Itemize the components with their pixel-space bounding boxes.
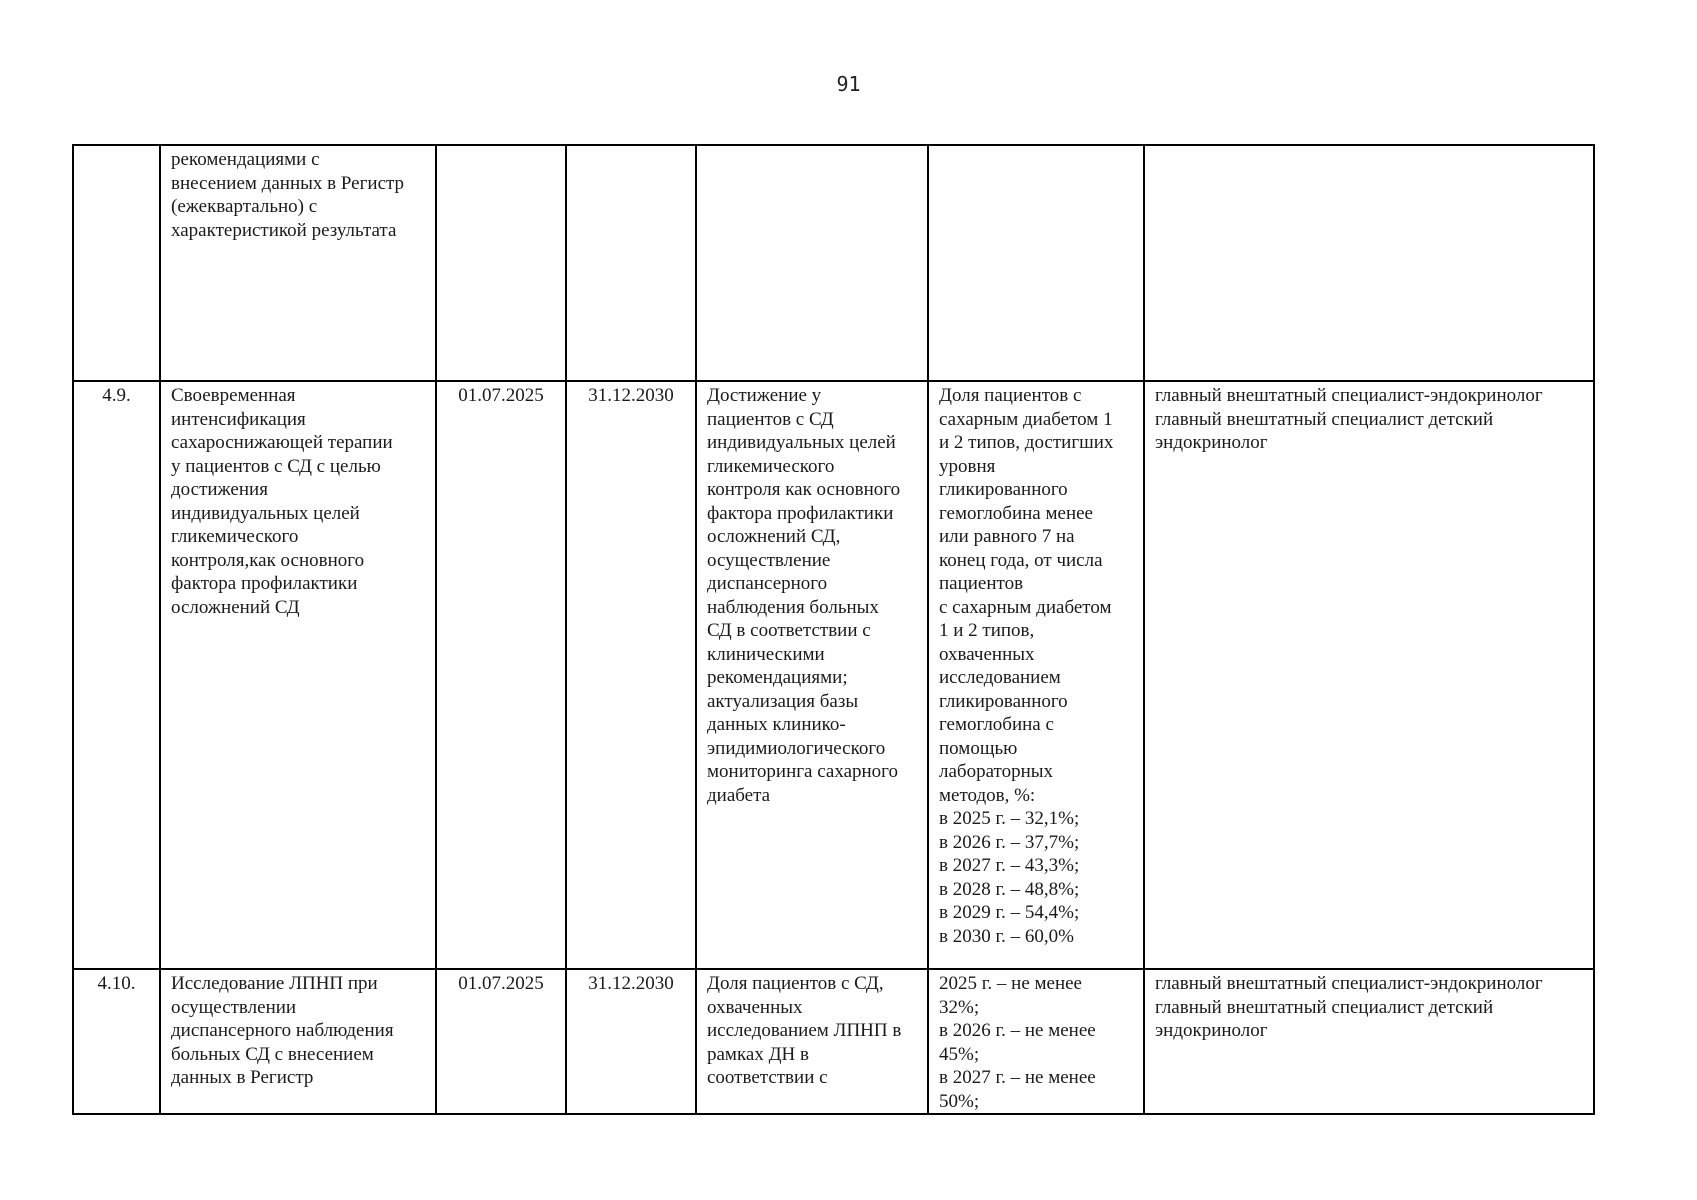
end-date-cell bbox=[566, 145, 696, 381]
indicator-line: 32%; bbox=[939, 996, 980, 1018]
result-line: мониторинга сахарного bbox=[707, 761, 898, 782]
responsible-line: эндокринолог bbox=[1155, 1020, 1268, 1041]
result-line: контроля как основного bbox=[707, 479, 901, 500]
result-line: данных клинико- bbox=[707, 714, 846, 735]
end-text: 31.12.2030 bbox=[588, 973, 674, 994]
indicator-line: в 2028 г. – 48,8%; bbox=[939, 878, 1080, 900]
start-date-cell bbox=[436, 145, 566, 381]
indicator-line: гемоглобина с bbox=[939, 714, 1054, 735]
event-line: фактора профилактики bbox=[171, 573, 358, 594]
result-line: соответствии с bbox=[707, 1067, 828, 1088]
end-text: 31.12.2030 bbox=[588, 385, 674, 406]
responsible-line: главный внештатный специалист детский bbox=[1155, 996, 1494, 1018]
result-line: фактора профилактики bbox=[707, 502, 894, 524]
event-cell bbox=[160, 381, 436, 969]
event-line: осуществлении bbox=[171, 996, 297, 1018]
responsible-cell bbox=[1144, 381, 1594, 969]
indicator-line: с сахарным диабетом bbox=[939, 596, 1112, 618]
result-line: клиническими bbox=[707, 643, 825, 665]
indicator-line: 2025 г. – не менее bbox=[939, 973, 1082, 994]
result-line: Доля пациентов с СД, bbox=[707, 973, 884, 994]
responsible-cell bbox=[1144, 969, 1594, 1114]
indicator-cell bbox=[928, 969, 1144, 1114]
indicator-line: в 2026 г. – не менее bbox=[939, 1020, 1096, 1041]
event-line: сахароснижающей терапии bbox=[171, 432, 393, 453]
event-line: достижения bbox=[171, 479, 268, 500]
table-row bbox=[73, 969, 1594, 1114]
event-line: Своевременная bbox=[171, 385, 296, 406]
end-date-cell bbox=[566, 969, 696, 1114]
row-number-cell bbox=[73, 381, 160, 969]
indicator-line: и 2 типов, достигших bbox=[939, 432, 1114, 453]
indicator-line: конец года, от числа bbox=[939, 549, 1103, 571]
row-number-cell bbox=[73, 145, 160, 381]
indicator-line: в 2030 г. – 60,0% bbox=[939, 925, 1074, 947]
indicator-line: гликированного bbox=[939, 690, 1068, 712]
event-line: данных в Регистр bbox=[171, 1067, 314, 1088]
start-date-cell bbox=[436, 381, 566, 969]
responsible-cell bbox=[1144, 145, 1594, 381]
indicator-line: 50%; bbox=[939, 1090, 980, 1112]
event-cell bbox=[160, 145, 436, 381]
row-number-cell bbox=[73, 969, 160, 1114]
event-line: внесением данных в Регистр bbox=[171, 172, 405, 194]
result-cell bbox=[696, 969, 928, 1114]
event-line: интенсификация bbox=[171, 408, 306, 430]
indicator-line: уровня bbox=[939, 455, 996, 477]
number-text: 4.9. bbox=[102, 385, 131, 406]
table-row bbox=[73, 145, 1594, 381]
indicator-line: пациентов bbox=[939, 573, 1024, 594]
result-line: СД в соответствии с bbox=[707, 620, 871, 641]
indicator-line: исследованием bbox=[939, 667, 1061, 688]
indicator-line: помощью bbox=[939, 737, 1018, 759]
indicator-line: в 2027 г. – 43,3%; bbox=[939, 855, 1080, 876]
indicator-cell bbox=[928, 145, 1144, 381]
result-line: наблюдения больных bbox=[707, 596, 879, 618]
result-line: рекомендациями; bbox=[707, 667, 848, 688]
responsible-line: эндокринолог bbox=[1155, 432, 1268, 453]
indicator-line: в 2029 г. – 54,4%; bbox=[939, 902, 1080, 923]
event-line: индивидуальных целей bbox=[171, 502, 360, 524]
event-line: у пациентов с СД с целью bbox=[171, 455, 381, 477]
indicator-line: гликированного bbox=[939, 479, 1068, 500]
indicator-line: методов, %: bbox=[939, 784, 1036, 806]
event-line: гликемического bbox=[171, 526, 299, 547]
event-line: больных СД с внесением bbox=[171, 1043, 374, 1065]
indicator-line: Доля пациентов с bbox=[939, 385, 1082, 406]
indicator-line: 1 и 2 типов, bbox=[939, 620, 1035, 641]
end-date-cell bbox=[566, 381, 696, 969]
event-line: осложнений СД bbox=[171, 596, 300, 618]
result-line: диспансерного bbox=[707, 573, 828, 594]
event-line: (ежеквартально) с bbox=[171, 196, 318, 217]
result-line: исследованием ЛПНП в bbox=[707, 1020, 902, 1041]
event-line: диспансерного наблюдения bbox=[171, 1020, 394, 1041]
indicator-line: 45%; bbox=[939, 1043, 980, 1065]
indicator-line: сахарным диабетом 1 bbox=[939, 408, 1113, 430]
responsible-line: главный внештатный специалист-эндокринолог bbox=[1155, 385, 1543, 406]
event-cell bbox=[160, 969, 436, 1114]
result-line: пациентов с СД bbox=[707, 408, 834, 430]
result-line: рамках ДН в bbox=[707, 1043, 809, 1065]
start-date-cell bbox=[436, 969, 566, 1114]
result-line: гликемического bbox=[707, 455, 835, 477]
indicator-line: или равного 7 на bbox=[939, 526, 1075, 547]
result-line: эпидимиологического bbox=[707, 737, 886, 759]
indicator-cell bbox=[928, 381, 1144, 969]
event-line: контроля,как основного bbox=[171, 549, 365, 571]
page-number: 91 bbox=[836, 72, 861, 96]
responsible-line: главный внештатный специалист детский bbox=[1155, 408, 1494, 430]
result-line: актуализация базы bbox=[707, 690, 859, 712]
result-line: осложнений СД, bbox=[707, 526, 841, 547]
result-line: охваченных bbox=[707, 996, 803, 1018]
start-text: 01.07.2025 bbox=[458, 973, 544, 994]
result-cell bbox=[696, 381, 928, 969]
event-line: характеристикой результата bbox=[171, 219, 397, 241]
indicator-line: охваченных bbox=[939, 643, 1035, 665]
result-line: Достижение у bbox=[707, 385, 822, 406]
indicator-line: в 2027 г. – не менее bbox=[939, 1067, 1096, 1088]
measures-table bbox=[72, 144, 1595, 1115]
event-line: рекомендациями с bbox=[171, 149, 320, 170]
indicator-line: лабораторных bbox=[939, 761, 1054, 782]
indicator-line: гемоглобина менее bbox=[939, 502, 1093, 524]
number-text: 4.10. bbox=[97, 973, 136, 994]
start-text: 01.07.2025 bbox=[458, 385, 544, 406]
event-line: Исследование ЛПНП при bbox=[171, 973, 378, 994]
indicator-line: в 2026 г. – 37,7%; bbox=[939, 831, 1080, 853]
table-row bbox=[73, 381, 1594, 969]
result-line: индивидуальных целей bbox=[707, 432, 896, 453]
result-line: диабета bbox=[707, 784, 771, 806]
responsible-line: главный внештатный специалист-эндокринолог bbox=[1155, 973, 1543, 994]
indicator-line: в 2025 г. – 32,1%; bbox=[939, 808, 1080, 829]
result-line: осуществление bbox=[707, 549, 831, 571]
result-cell bbox=[696, 145, 928, 381]
